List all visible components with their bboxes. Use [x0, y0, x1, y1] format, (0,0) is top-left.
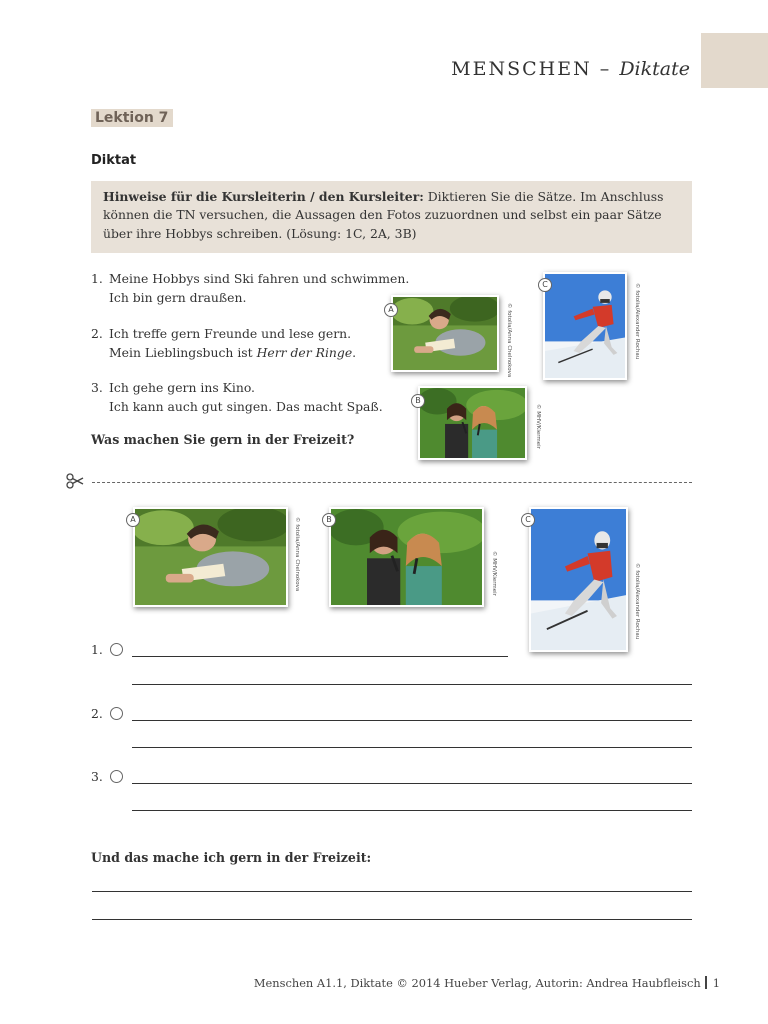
answer-checkbox-2[interactable] — [110, 707, 123, 720]
freizeit-heading: Und das mache ich gern in der Freizeit: — [91, 850, 372, 865]
hint-text: Diktieren Sie die Sätze. Im Anschluss können die TN versuchen, die Aussagen den Fotos zuzuordnen und selbst ein paar Sätze über ihre Hobbys schreiben. (Lösung: 1C, 2A, 3B) — [103, 189, 664, 241]
answer-checkbox-1[interactable] — [110, 643, 123, 656]
hint-label: Hinweise für die Kursleiterin / den Kursleiter: — [103, 189, 424, 204]
photo-a-large-badge: A — [126, 513, 140, 527]
page-title: MENSCHEN – Diktate — [451, 58, 690, 80]
answer-number-1: 1. — [91, 642, 103, 657]
dictation-item-3: 3. Ich gehe gern ins Kino. Ich kann auch gut singen. Das macht Spaß. — [91, 380, 383, 414]
footer-separator — [705, 976, 707, 989]
answer-line-1b[interactable] — [132, 684, 692, 685]
freizeit-line-1[interactable] — [92, 891, 692, 892]
footer-credit: Menschen A1.1, Diktate © 2014 Hueber Verlag, Autorin: Andrea Haubfleisch — [253, 976, 701, 990]
photo-b-small-credit: © MHV/Kiermeir — [535, 404, 541, 449]
teacher-hint-box — [91, 181, 692, 253]
photo-c-large-badge: C — [521, 513, 535, 527]
photo-c-large-credit: © fotolia/Alexander Rochau — [634, 563, 640, 640]
answer-line-3a[interactable] — [132, 783, 692, 784]
lesson-badge: Lektion 7 — [91, 109, 173, 127]
section-heading: Diktat — [91, 153, 137, 168]
photo-c-large — [529, 507, 628, 652]
photo-a-small-credit: © fotolia/Anna Chelnokova — [506, 303, 512, 378]
answer-number-2: 2. — [91, 706, 103, 721]
photo-a-large — [133, 507, 288, 607]
dictation-item-2: 2. Ich treffe gern Freunde und lese gern. Mein Lieblingsbuch ist Herr der Ringe. — [91, 326, 357, 360]
photo-c-small-badge: C — [538, 278, 552, 292]
answer-checkbox-3[interactable] — [110, 770, 123, 783]
answer-line-2a[interactable] — [132, 720, 692, 721]
freizeit-line-2[interactable] — [92, 919, 692, 920]
answer-number-3: 3. — [91, 769, 103, 784]
dictation-item-1: 1. Meine Hobbys sind Ski fahren und schwimmen. Ich bin gern draußen. — [91, 271, 410, 305]
photo-c-small-credit: © fotolia/Alexander Rochau — [634, 283, 640, 360]
page-number: 1 — [712, 976, 720, 990]
answer-line-2b[interactable] — [132, 747, 692, 748]
photo-b-large-credit: © MHV/Kiermeir — [491, 551, 497, 596]
scissors-icon — [66, 472, 84, 490]
corner-tab — [701, 33, 768, 88]
photo-b-small-badge: B — [411, 394, 425, 408]
photo-a-small-badge: A — [384, 303, 398, 317]
freizeit-question: Was machen Sie gern in der Freizeit? — [91, 432, 355, 447]
photo-b-large-badge: B — [322, 513, 336, 527]
photo-a-large-credit: © fotolia/Anna Chelnokova — [294, 517, 300, 592]
cut-line — [92, 482, 692, 483]
photo-b-small — [418, 386, 527, 460]
photo-a-small — [391, 295, 499, 372]
photo-c-small — [543, 272, 627, 380]
footer — [254, 976, 720, 990]
answer-line-1a[interactable] — [132, 656, 508, 657]
answer-line-3b[interactable] — [132, 810, 692, 811]
photo-b-large — [329, 507, 484, 607]
book-title: Herr der Ringe — [256, 344, 353, 360]
